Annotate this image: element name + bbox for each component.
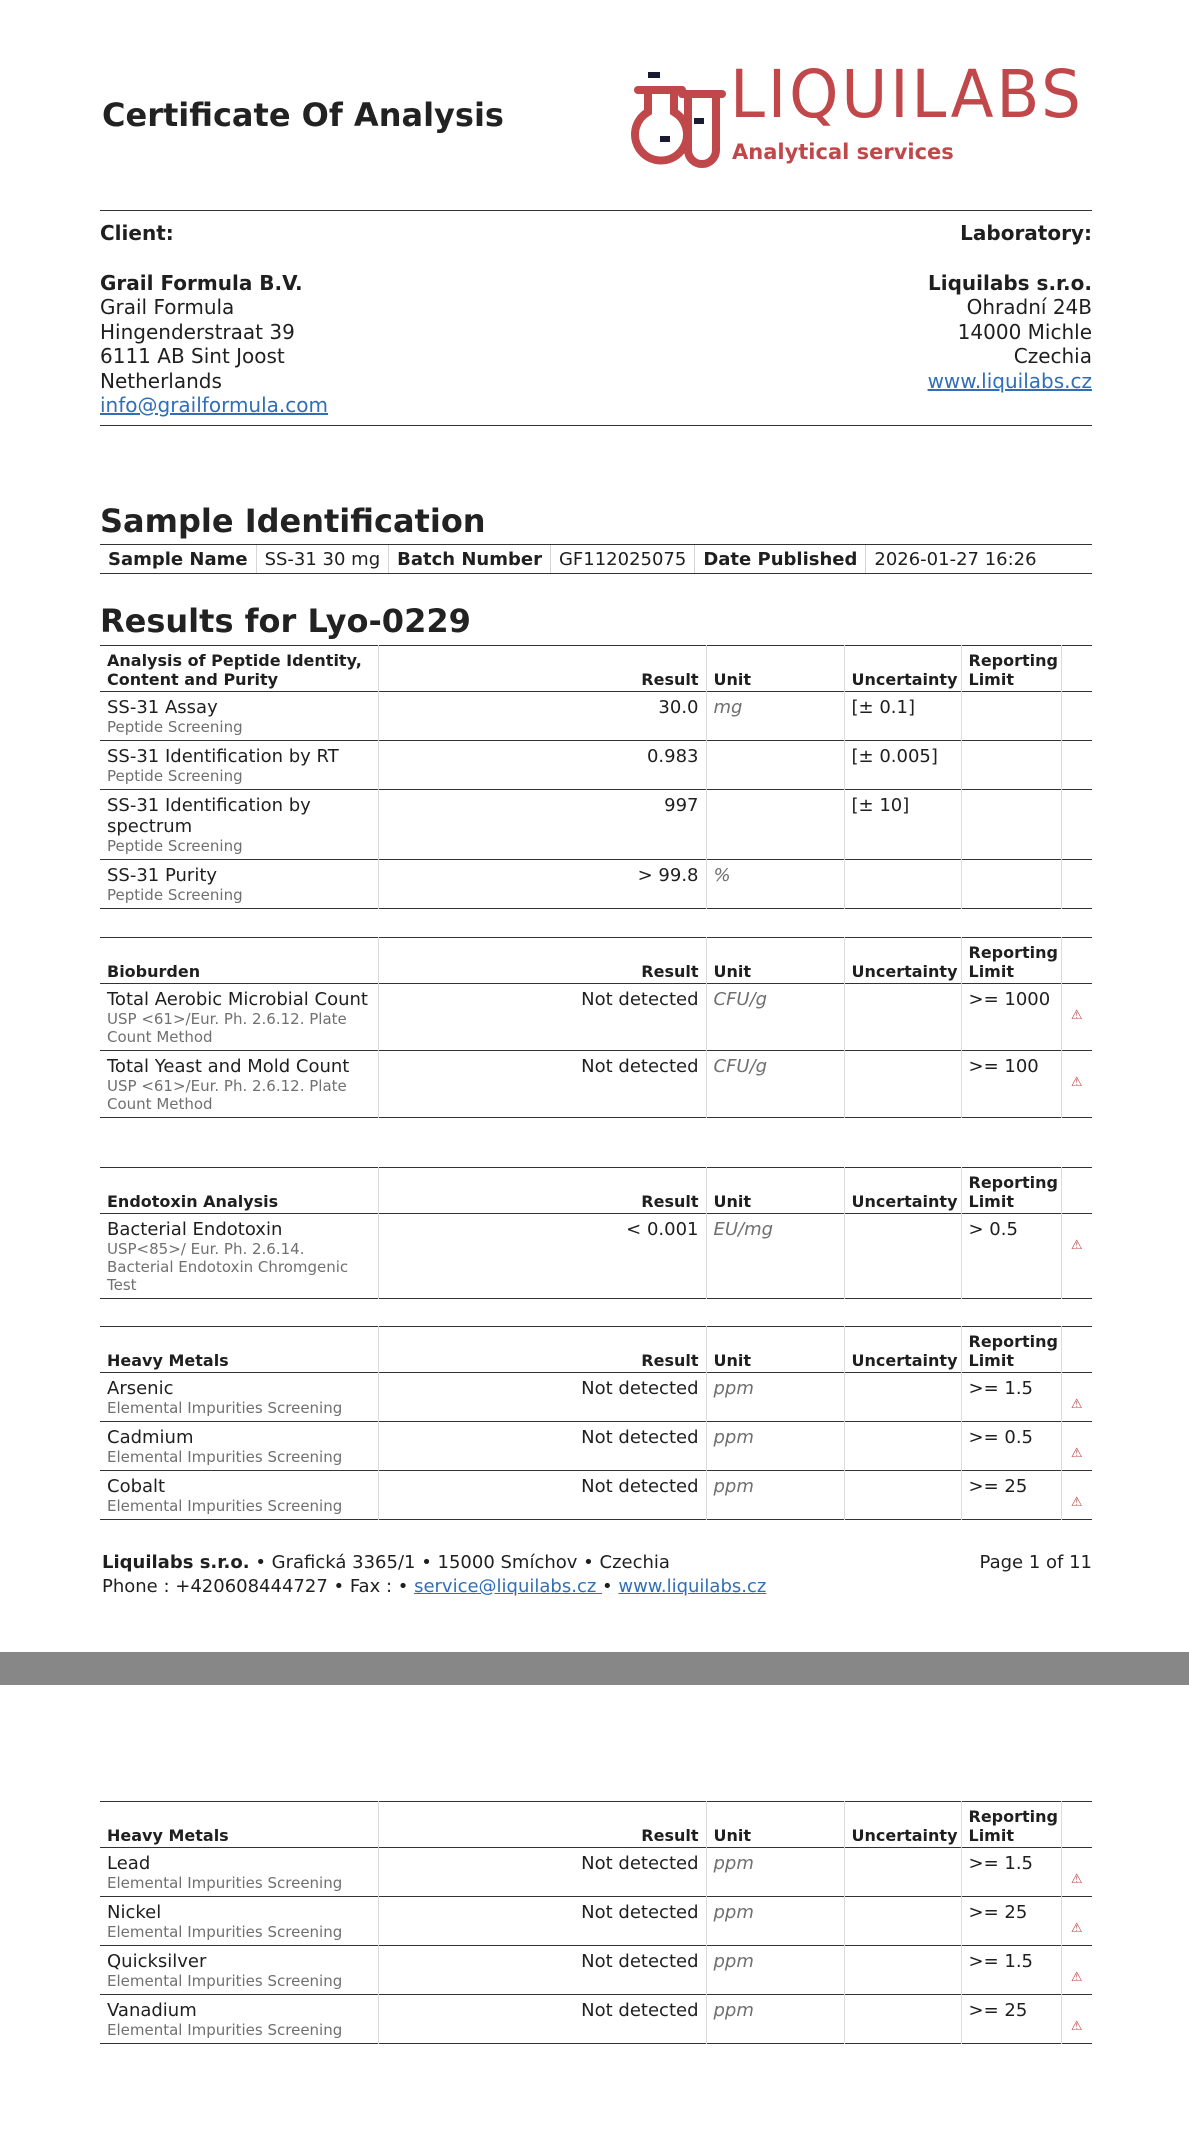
unit-value: ppm [713,1853,754,1874]
unit-value: CFU/g [713,989,768,1010]
result-cell: < 0.001 [378,1214,706,1299]
laboratory-name: Liquilabs s.r.o. [928,270,1092,295]
results-heading: Results for Lyo-0229 [100,602,471,640]
analyte-method: Elemental Impurities Screening [107,1972,343,1990]
uncertainty-column-header: Uncertainty [844,1327,961,1373]
laboratory-website-link[interactable]: www.liquilabs.cz [927,368,1092,393]
footer-company: Liquilabs s.r.o. [102,1552,250,1573]
unit-cell [706,984,844,1051]
warning-cell [1061,1995,1092,2044]
table-row [100,1373,1092,1422]
analyte-method: Elemental Impurities Screening [107,1874,343,1892]
batch-number-label: Batch Number [389,545,551,573]
unit-cell [706,1848,844,1897]
analyte-name: Cadmium [107,1427,194,1448]
table-row [100,1471,1092,1520]
analyte-name: SS-31 Assay [107,697,218,718]
unit-column-header: Unit [706,1168,844,1214]
page-footer [102,1551,1092,1599]
unit-value: ppm [713,1951,754,1972]
document-title: Certificate Of Analysis [102,96,504,134]
table-header-row [100,646,1092,692]
unit-value: ppm [713,1902,754,1923]
uncertainty-cell [844,860,961,909]
warning-icon: ⚠ [1070,2019,1083,2034]
analyte-cell [100,1471,378,1520]
uncertainty-column-header: Uncertainty [844,646,961,692]
client-line: 6111 AB Sint Joost [100,344,285,368]
analyte-cell [100,1373,378,1422]
results-table-heavy-metals-continued [100,1801,1092,2044]
reporting-limit-cell: >= 25 [961,1995,1061,2044]
analyte-name: Arsenic [107,1378,174,1399]
reporting-limit-cell: >= 1.5 [961,1373,1061,1422]
uncertainty-cell [844,1946,961,1995]
analyte-method: Peptide Screening [107,886,243,904]
uncertainty-cell [844,1848,961,1897]
uncertainty-cell [844,1471,961,1520]
analyte-name: SS-31 Identification by spectrum [107,795,311,837]
analyte-method: Elemental Impurities Screening [107,1497,343,1515]
result-cell: > 99.8 [378,860,706,909]
analyte-method: USP<85>/ Eur. Ph. 2.6.14. Bacterial Endotoxin Chromgenic Test [107,1240,349,1294]
uncertainty-cell [844,1051,961,1118]
analyte-name: Total Yeast and Mold Count [107,1056,350,1077]
unit-cell [706,1995,844,2044]
result-cell: Not detected [378,1051,706,1118]
analyte-cell [100,1995,378,2044]
client-line: Grail Formula [100,295,235,319]
analyte-cell [100,1051,378,1118]
reporting-limit-cell: >= 100 [961,1051,1061,1118]
table-row [100,1848,1092,1897]
table-row [100,790,1092,860]
warning-icon: ⚠ [1070,1008,1083,1023]
warning-icon: ⚠ [1070,1446,1083,1461]
analyte-method: Peptide Screening [107,718,243,736]
uncertainty-cell: [± 0.1] [844,692,961,741]
unit-cell [706,860,844,909]
unit-value: ppm [713,1378,754,1399]
unit-cell [706,1471,844,1520]
unit-cell [706,741,844,790]
client-line: Netherlands [100,368,222,393]
analyte-method: USP <61>/Eur. Ph. 2.6.12. Plate Count Method [107,1010,347,1046]
result-column-header: Result [378,938,706,984]
warning-cell [1061,1051,1092,1118]
warning-cell [1061,1897,1092,1946]
warning-icon: ⚠ [1070,1921,1083,1936]
analyte-name: SS-31 Identification by RT [107,746,339,767]
warning-cell [1061,984,1092,1051]
unit-value: ppm [713,1427,754,1448]
warning-icon: ⚠ [1070,1075,1083,1090]
client-name: Grail Formula B.V. [100,270,303,295]
warning-icon: ⚠ [1070,1970,1083,1985]
sample-identification-heading: Sample Identification [100,502,486,540]
uncertainty-cell [844,1422,961,1471]
sample-name-value: SS-31 30 mg [257,545,390,573]
analyte-name: Lead [107,1853,151,1874]
uncertainty-column-header: Uncertainty [844,938,961,984]
unit-value: ppm [713,2000,754,2021]
batch-number-value: GF112025075 [551,545,695,573]
analyte-name: SS-31 Purity [107,865,218,886]
table-row [100,1897,1092,1946]
unit-value: mg [713,697,743,718]
laboratory-line: Ohradní 24B [966,295,1092,319]
uncertainty-cell [844,1214,961,1299]
footer-email-link[interactable]: service@liquilabs.cz [414,1576,603,1597]
analyte-method: Peptide Screening [107,767,243,785]
warning-cell [1061,790,1092,860]
warning-icon: ⚠ [1070,1872,1083,1887]
analyte-method: Peptide Screening [107,837,243,855]
results-table-heavy-metals [100,1326,1092,1520]
unit-cell [706,790,844,860]
analyte-cell [100,1214,378,1299]
footer-website-link[interactable]: www.liquilabs.cz [618,1576,767,1597]
unit-cell [706,1422,844,1471]
uncertainty-cell [844,1897,961,1946]
reporting-limit-cell [961,692,1061,741]
table-title-header: Heavy Metals [100,1802,378,1848]
reporting-limit-cell: >= 1.5 [961,1946,1061,1995]
unit-column-header: Unit [706,1327,844,1373]
unit-column-header: Unit [706,646,844,692]
uncertainty-cell: [± 10] [844,790,961,860]
unit-cell [706,1214,844,1299]
table-title-header: Bioburden [100,938,378,984]
table-row [100,1051,1092,1118]
warning-cell [1061,741,1092,790]
unit-cell [706,1373,844,1422]
reporting-limit-column-header: Reporting Limit [961,1327,1061,1373]
reporting-limit-cell: > 0.5 [961,1214,1061,1299]
sample-identification-row [100,544,1092,574]
table-row [100,1946,1092,1995]
analyte-cell [100,984,378,1051]
analyte-name: Quicksilver [107,1951,207,1972]
flag-column-header [1061,938,1092,984]
flag-column-header [1061,1168,1092,1214]
warning-icon: ⚠ [1070,1495,1083,1510]
table-header-row [100,938,1092,984]
reporting-limit-column-header: Reporting Limit [961,938,1061,984]
results-table-peptide [100,645,1092,909]
reporting-limit-cell: >= 0.5 [961,1422,1061,1471]
parties-block [100,210,1092,426]
result-column-header: Result [378,646,706,692]
analyte-cell [100,1422,378,1471]
results-table-endotoxin [100,1167,1092,1299]
unit-cell [706,1897,844,1946]
table-header-row [100,1168,1092,1214]
flag-column-header [1061,646,1092,692]
warning-cell [1061,1848,1092,1897]
analyte-method: Elemental Impurities Screening [107,2021,343,2039]
result-column-header: Result [378,1802,706,1848]
reporting-limit-cell [961,860,1061,909]
warning-cell [1061,1214,1092,1299]
table-header-row [100,1802,1092,1848]
footer-address: • Grafická 3365/1 • 15000 Smíchov • Czechia [249,1552,670,1573]
uncertainty-column-header: Uncertainty [844,1802,961,1848]
table-row [100,1995,1092,2044]
table-header-row [100,1327,1092,1373]
unit-cell [706,1946,844,1995]
table-row [100,860,1092,909]
unit-value: EU/mg [713,1219,774,1240]
uncertainty-cell [844,1995,961,2044]
warning-cell [1061,1946,1092,1995]
unit-column-header: Unit [706,938,844,984]
results-table-bioburden [100,937,1092,1118]
footer-phone: Phone : +420608444727 • Fax : • [102,1576,415,1597]
analyte-method: USP <61>/Eur. Ph. 2.6.12. Plate Count Method [107,1077,347,1113]
unit-cell [706,1051,844,1118]
flag-column-header [1061,1327,1092,1373]
analyte-cell [100,790,378,860]
table-row [100,692,1092,741]
result-cell: Not detected [378,1995,706,2044]
analyte-method: Elemental Impurities Screening [107,1399,343,1417]
analyte-cell [100,1848,378,1897]
uncertainty-cell: [± 0.005] [844,741,961,790]
analyte-method: Elemental Impurities Screening [107,1448,343,1466]
analyte-name: Vanadium [107,2000,197,2021]
date-published-label: Date Published [695,545,866,573]
table-row [100,741,1092,790]
unit-cell [706,692,844,741]
result-cell: 30.0 [378,692,706,741]
laboratory-label: Laboratory: [960,221,1092,245]
analyte-name: Bacterial Endotoxin [107,1219,283,1240]
warning-cell [1061,860,1092,909]
flask-logo-icon [626,66,726,170]
sample-name-label: Sample Name [100,545,257,573]
analyte-name: Cobalt [107,1476,166,1497]
unit-column-header: Unit [706,1802,844,1848]
table-row [100,984,1092,1051]
footer-address-line [102,1551,1092,1575]
result-column-header: Result [378,1327,706,1373]
warning-cell [1061,1471,1092,1520]
unit-value: ppm [713,1476,754,1497]
warning-cell [1061,692,1092,741]
result-cell: 997 [378,790,706,860]
result-cell: Not detected [378,1946,706,1995]
table-row [100,1422,1092,1471]
client-line: Hingenderstraat 39 [100,319,295,344]
warning-cell [1061,1373,1092,1422]
reporting-limit-cell [961,790,1061,860]
analyte-cell [100,692,378,741]
liquilabs-logo [626,56,1092,170]
reporting-limit-column-header: Reporting Limit [961,1802,1061,1848]
client-block [100,221,328,418]
laboratory-line: Czechia [1013,344,1092,368]
uncertainty-cell [844,984,961,1051]
analyte-method: Elemental Impurities Screening [107,1923,343,1941]
reporting-limit-cell [961,741,1061,790]
page-number: Page 1 of 11 [979,1552,1092,1573]
analyte-cell [100,1897,378,1946]
unit-value: CFU/g [713,1056,768,1077]
logo-wordmark: LIQUILABS [730,56,1084,133]
analyte-name: Total Aerobic Microbial Count [107,989,368,1010]
result-cell: Not detected [378,1848,706,1897]
reporting-limit-cell: >= 1.5 [961,1848,1061,1897]
footer-separator: • [602,1576,619,1597]
result-column-header: Result [378,1168,706,1214]
analyte-cell [100,741,378,790]
uncertainty-cell [844,1373,961,1422]
client-label: Client: [100,221,174,245]
table-row [100,1214,1092,1299]
result-cell: Not detected [378,984,706,1051]
table-title-header: Analysis of Peptide Identity, Content and Purity [100,646,378,692]
reporting-limit-column-header: Reporting Limit [961,646,1061,692]
analyte-cell [100,860,378,909]
logo-subtitle: Analytical services [732,140,954,164]
page-2 [0,1685,1189,2150]
footer-contact-line [102,1575,1092,1599]
reporting-limit-column-header: Reporting Limit [961,1168,1061,1214]
analyte-name: Nickel [107,1902,162,1923]
result-cell: Not detected [378,1471,706,1520]
warning-icon: ⚠ [1070,1238,1083,1253]
result-cell: Not detected [378,1897,706,1946]
reporting-limit-cell: >= 25 [961,1897,1061,1946]
uncertainty-column-header: Uncertainty [844,1168,961,1214]
laboratory-block [928,221,1092,393]
unit-value: % [713,865,731,886]
warning-icon: ⚠ [1070,1397,1083,1412]
flag-column-header [1061,1802,1092,1848]
result-cell: 0.983 [378,741,706,790]
date-published-value: 2026-01-27 16:26 [874,548,1037,570]
analyte-cell [100,1946,378,1995]
reporting-limit-cell: >= 25 [961,1471,1061,1520]
result-cell: Not detected [378,1422,706,1471]
page-separator [0,1652,1189,1685]
warning-cell [1061,1422,1092,1471]
result-cell: Not detected [378,1373,706,1422]
client-email-link[interactable]: info@grailformula.com [100,393,328,417]
reporting-limit-cell: >= 1000 [961,984,1061,1051]
table-title-header: Endotoxin Analysis [100,1168,378,1214]
table-title-header: Heavy Metals [100,1327,378,1373]
laboratory-line: 14000 Michle [957,319,1092,344]
